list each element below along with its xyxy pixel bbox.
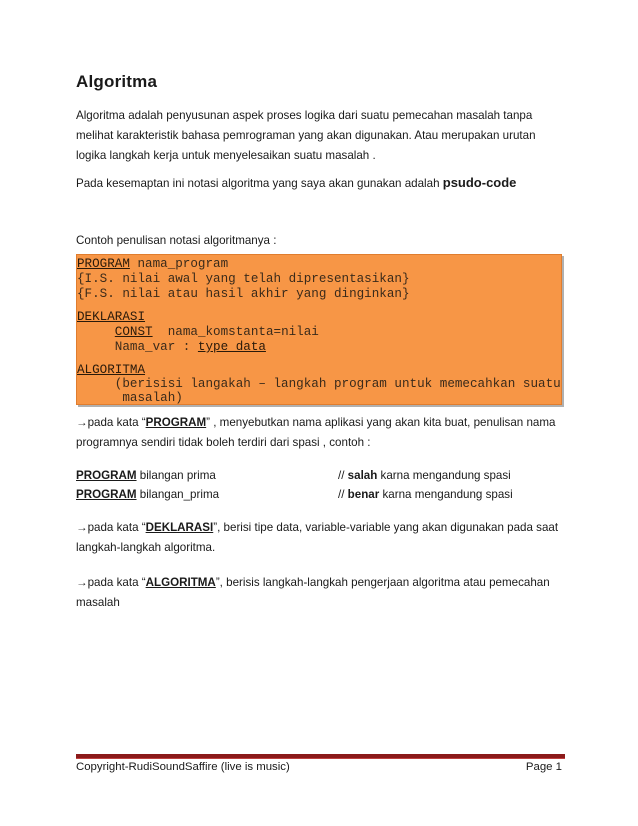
example-keyword: PROGRAM: [76, 469, 137, 482]
algoritma-expl-post: ”, berisis langkah-langkah pengerjaan algoritma atau pemecahan masalah: [76, 576, 550, 609]
code-example-box: [76, 254, 562, 405]
code-line-fs: {F.S. nilai atau hasil akhir yang dinginkan}: [77, 287, 410, 301]
comment-text: karna mengandung spasi: [377, 469, 511, 482]
comment-slashes: //: [338, 469, 348, 482]
code-kw-program: PROGRAM: [77, 257, 130, 271]
program-expl-post: ” , menyebutkan nama aplikasi yang akan kita buat, penulisan nama programnya sendiri tidak boleh terdiri dari spasi , contoh :: [76, 416, 556, 449]
algoritma-keyword: ALGORITMA: [145, 576, 216, 589]
comment-slashes: //: [338, 488, 348, 501]
code-line-algoritma: [77, 363, 145, 378]
example-name: bilangan_prima: [136, 488, 220, 501]
deklarasi-expl-pre: pada kata “: [87, 521, 146, 534]
code-kw-deklarasi: DEKLARASI: [77, 310, 146, 324]
code-line-namavar: [77, 340, 266, 355]
example-comment: [338, 466, 511, 486]
example-name: bilangan prima: [136, 469, 216, 482]
example-intro: Contoh penulisan notasi algoritmanya :: [76, 234, 277, 247]
code-line-deklarasi: [77, 310, 145, 325]
algoritma-explanation: [76, 573, 566, 613]
program-keyword: PROGRAM: [145, 416, 207, 429]
code-line-is: {I.S. nilai awal yang telah dipresentasikan}: [77, 272, 410, 286]
example-verdict: salah: [347, 469, 378, 482]
code-line-alg1: (berisisi langakah – langkah program untuk memecahkan suatu: [77, 377, 561, 391]
example-keyword: PROGRAM: [76, 488, 137, 501]
arrow-icon: →: [76, 576, 88, 589]
program-expl-pre: pada kata “: [87, 416, 146, 429]
code-kw-algoritma: ALGORITMA: [77, 363, 146, 377]
code-type-data: type_data: [197, 340, 266, 354]
example-row: [76, 466, 511, 486]
code-kw-const: CONST: [114, 325, 153, 339]
example-comment: [338, 485, 513, 505]
code-const-rest: nama_komstanta=nilai: [152, 325, 319, 339]
code-indent: [77, 325, 115, 339]
algoritma-expl-pre: pada kata “: [87, 576, 146, 589]
notation-paragraph: [76, 173, 566, 194]
intro-paragraph: Algoritma adalah penyusunan aspek proses logika dari suatu pemecahan masalah tanpa melihat karakteristik bahasa pemrograman yang akan digunakan. Atau merupakan urutan logika langkah kerja untuk menyelesaikan suatu masalah .: [76, 109, 536, 162]
example-row: [76, 485, 513, 505]
deklarasi-expl-post: ”, berisi tipe data, variable-variable yang akan digunakan pada saat langkah-langkah algoritma.: [76, 521, 559, 554]
comment-text: karna mengandung spasi: [379, 488, 513, 501]
deklarasi-keyword: DEKLARASI: [145, 521, 214, 534]
program-explanation: [76, 413, 566, 453]
arrow-icon: →: [76, 416, 88, 429]
notation-bold: psudo-code: [442, 175, 517, 190]
example-verdict: benar: [347, 488, 380, 501]
code-namavar: Nama_var :: [77, 340, 198, 354]
deklarasi-explanation: [76, 518, 566, 558]
notation-text: Pada kesemaptan ini notasi algoritma yang saya akan gunakan adalah: [76, 177, 443, 190]
code-program-name: nama_program: [129, 257, 229, 271]
footer-copyright: Copyright-RudiSoundSaffire (live is music): [76, 761, 290, 773]
footer-page-number: Page 1: [525, 761, 562, 773]
code-line-const: [77, 325, 319, 340]
code-line-program: [77, 257, 228, 272]
footer-rule: [76, 754, 565, 759]
code-line-alg2: masalah): [77, 391, 183, 405]
page-title: Algoritma: [76, 72, 158, 91]
arrow-icon: →: [76, 521, 88, 534]
